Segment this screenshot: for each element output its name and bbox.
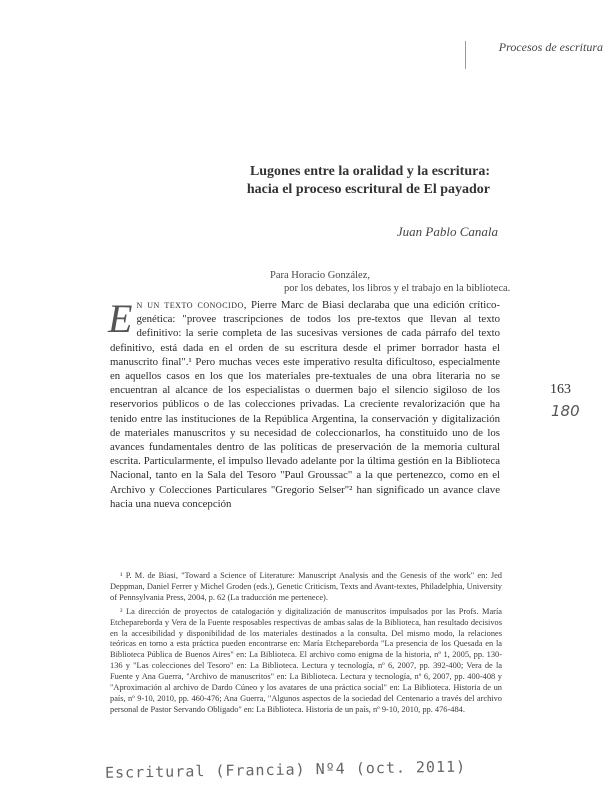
body-text: Pierre Marc de Biasi declaraba que una edición crítico-genética: "provee trascripciones de todos los pre-textos que llevan al texto definitivo: la serie completa de las sucesivas versiones de cada párrafo del texto definitivo, está dada en el orden de su escritura desde el primer borrador hasta el manuscrito final".¹ Pero muchas veces este imperativo resulta dificultoso, especialmente en aquellos casos en los que los materiales pre-textuales de una obra literaria no se encuentran al alcance de los especialistas o duermen bajo el silencio sigiloso de los reservorios públicos o de las colecciones privadas. La creciente revalorización que ha tenido entre las instituciones de la República Argentina, la conservación y digitalización de materiales manuscritos y su necesidad de coleccionarlos, ha constituido uno de los avances fundamentales dentro de las políticas de preservación de la memoria cultural escrita. Particularmente, el impulso llevado adelante por la última gestión en la Biblioteca Nacional, tanto en la Sala del Tesoro "Paul Groussac" a la que pertenezco, como en el Archivo y Colecciones Particulares "Gregorio Selser"² han significado un avance clave hacia una nueva concepción (110, 299, 501, 510)
page-number: 163 (550, 382, 571, 397)
running-head: Procesos de escritura (498, 40, 603, 54)
drop-cap: E (108, 296, 133, 341)
article-title-line2: hacia el proceso escritural de El payador (246, 182, 490, 197)
article-title-line1: Lugones entre la oralidad y la escritura: (249, 164, 490, 179)
body-paragraph (110, 298, 500, 511)
dedication-line1: Para Horacio González, (270, 270, 370, 281)
footnote-2: ² La dirección de proyectos de catalogación y digitalización de manuscritos impulsados por las Profs. María Etchepareborda y Vera de la Fuente resposables respectivas de ambas salas de la Biblioteca, han resultado decisivos en la accesibilidad y disponibilidad de los materiales destinados a la consulta. Del mismo modo, la relaciones teóricas en torno a esta práctica pueden encontrarse en: María Etchepareborda "La presencia de los Quesada en la Biblioteca Pública de Buenos Aires" en: La Biblioteca. El archivo como enigma de la historia, nº 1, 2005, pp. 130-136 y "Las colecciones del Tesoro" en: La Biblioteca. Lectura y tecnología, nº 6, 2007, pp. 392-400; Vera de la Fuente y Ana Guerra, "Archivo de manuscritos" en: La Biblioteca. Lectura y tecnología, nº 6, 2007, pp. 400-408 y "Aproximación al archivo de Dardo Cúneo y los avatares de una práctica social" en: La Biblioteca. Historia de un país, nº 9-10, 2010, pp. 460-476; Ana Guerra, "Algunos aspectos de la sociedad del Centenario a través del archivo personal de Pastor Servando Obligado" en: La Biblioteca. Historia de un país, nº 9-10, 2010, pp. 476-484. (110, 606, 502, 714)
footnotes (110, 571, 502, 719)
running-head-rule (465, 41, 466, 69)
dedication-line2: por los debates, los libros y el trabajo en la biblioteca. (284, 283, 511, 294)
opening-smallcaps: n un texto conocido, (136, 299, 247, 311)
article-title (160, 163, 490, 199)
handwritten-page-number: 180 (551, 402, 580, 420)
footnote-1: ¹ P. M. de Biasi, "Toward a Science of Literature: Manuscript Analysis and the Genesis of the work" en: Jed Deppman, Daniel Ferrer y Michel Groden (eds.), Genetic Criticism, Texts and Avant-textes, Philadelphia, University of Pennsylvania Press, 2004, p. 62 (La traducción me pertenece). (110, 571, 502, 602)
dedication (270, 269, 530, 295)
handwritten-source-note: Escritural (Francia) Nº4 (oct. 2011) (104, 757, 467, 782)
article-author: Juan Pablo Canala (396, 224, 498, 239)
